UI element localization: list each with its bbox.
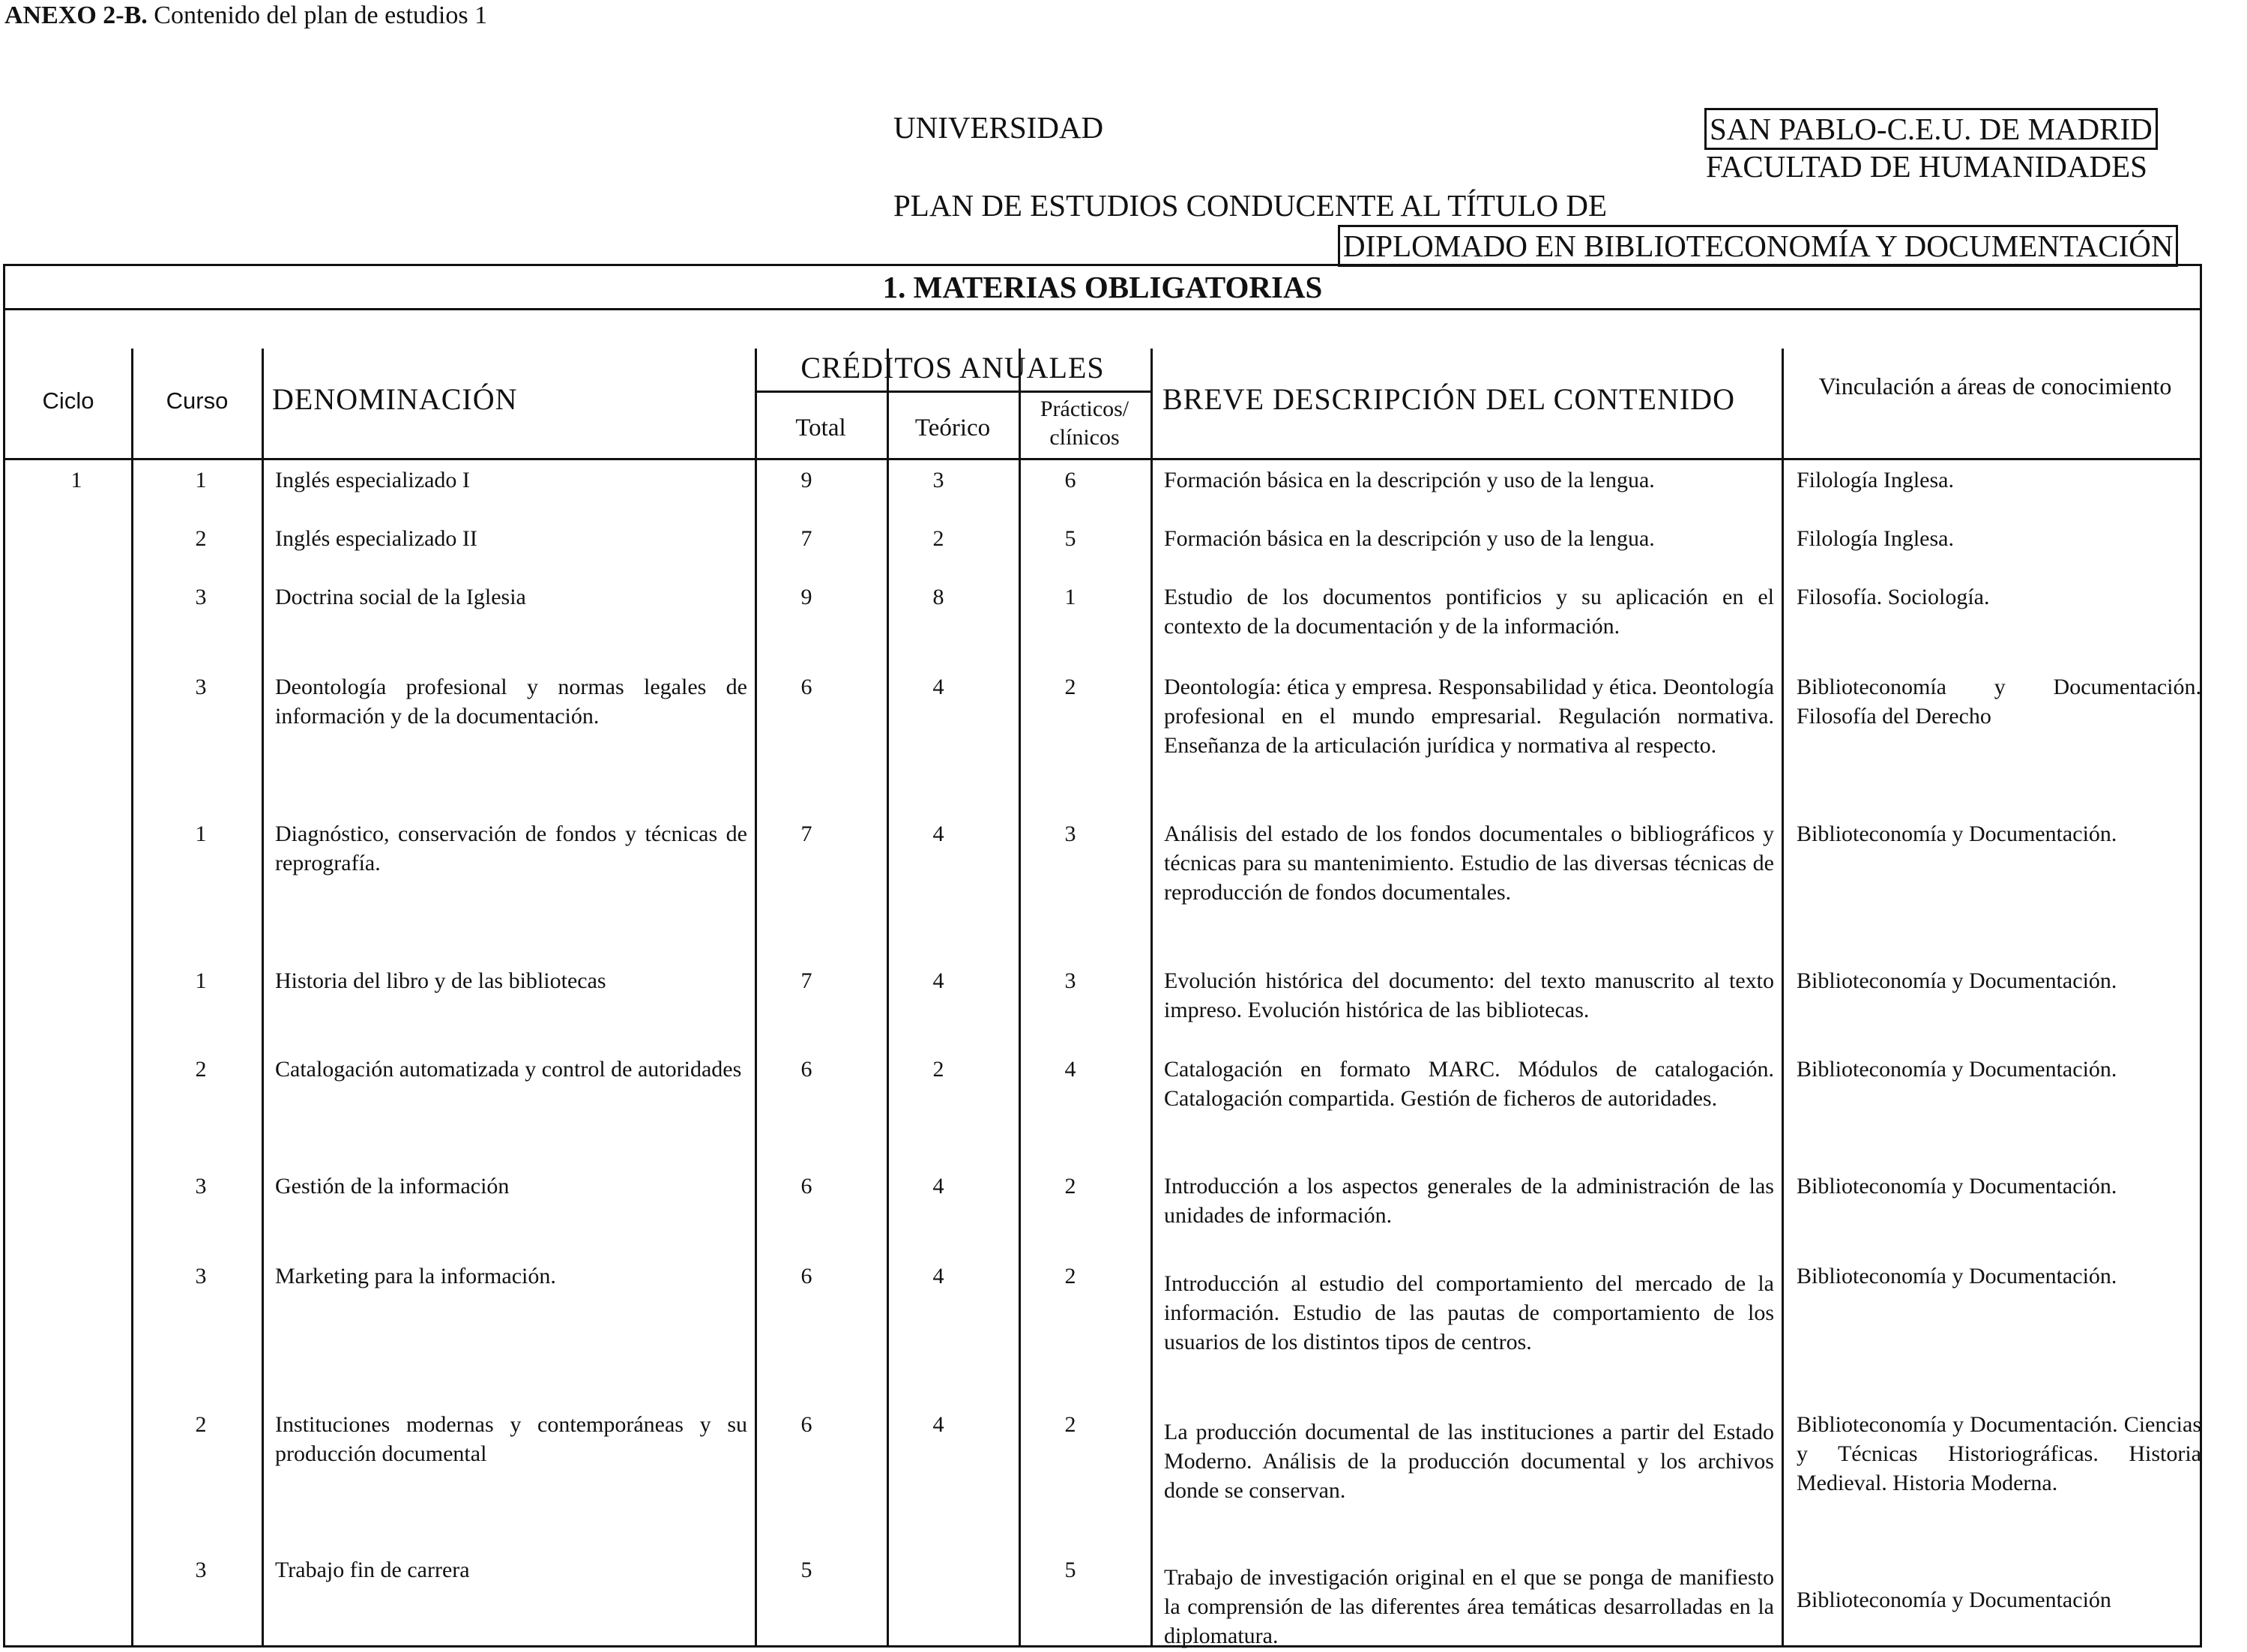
cell-denominacion: Instituciones modernas y contemporáneas y su producción documental — [275, 1412, 747, 1466]
divider — [1782, 349, 1784, 1645]
cell-vinculacion: Biblioteconomía y Documentación. — [1797, 968, 2117, 993]
header-total: Total — [795, 414, 846, 441]
cell-teorico: 3 — [932, 468, 944, 492]
cell-teorico: 4 — [932, 1174, 944, 1199]
header-descripcion: BREVE DESCRIPCIÓN DEL CONTENIDO — [1162, 382, 1735, 416]
cell-descripcion: Trabajo de investigación original en el que se ponga de manifiesto la comprensión de las diferentes área temáticas desarrolladas en la diplomatura. — [1164, 1565, 1774, 1648]
annex-heading — [4, 1, 487, 30]
cell-vinculacion: Biblioteconomía y Documentación — [1797, 1588, 2111, 1612]
cell-descripcion: Deontología: ética y empresa. Responsabilidad y ética. Deontología profesional en el mundo empresarial. Regulación normativa. Enseñanza de la articulación jurídica y normativa al respecto. — [1164, 675, 1774, 758]
header-teorico: Teórico — [914, 414, 991, 441]
cell-vinculacion: Filosofía. Sociología. — [1797, 585, 1990, 609]
university-label: UNIVERSIDAD — [893, 110, 1104, 145]
cell-descripcion: La producción documental de las instituciones a partir del Estado Moderno. Análisis de la producción documental y los archivos donde se conservan. — [1164, 1420, 1774, 1503]
cell-teorico: 4 — [932, 968, 944, 993]
section-title: 1. MATERIAS OBLIGATORIAS — [882, 270, 1323, 304]
cell-total: 9 — [800, 468, 812, 492]
cell-descripcion: Estudio de los documentos pontificios y su aplicación en el contexto de la documentación y de la información. — [1164, 585, 1774, 639]
cell-practicos: 5 — [1064, 1558, 1076, 1582]
divider — [755, 349, 757, 1645]
annex-title: Contenido del plan de estudios 1 — [154, 1, 488, 29]
cell-denominacion: Deontología profesional y normas legales de información y de la documentación. — [275, 675, 747, 729]
section-title-row — [5, 266, 2200, 349]
cell-vinculacion: Biblioteconomía y Documentación. — [1797, 1264, 2117, 1288]
cell-denominacion: Gestión de la información — [275, 1174, 510, 1199]
header-vinculacion: Vinculación a áreas de conocimiento — [1818, 373, 2172, 400]
university-name: SAN PABLO-C.E.U. DE MADRID — [1704, 108, 2158, 150]
cell-practicos: 3 — [1064, 968, 1076, 993]
cell-total: 7 — [800, 822, 812, 846]
header-practicos: Prácticos/ clínicos — [1040, 397, 1129, 450]
header-creditos: CRÉDITOS ANUALES — [800, 351, 1105, 385]
cell-vinculacion: Biblioteconomía y Documentación. Ciencias y Técnicas Historiográficas. Historia Medieval. Historia Moderna. — [1797, 1412, 2201, 1495]
divider — [131, 349, 133, 1645]
cell-vinculacion: Biblioteconomía y Documentación. — [1797, 1174, 2117, 1199]
cell-total: 6 — [800, 1412, 812, 1437]
cell-vinculacion: Filología Inglesa. — [1797, 468, 1954, 492]
divider — [1019, 349, 1021, 1645]
cell-vinculacion: Biblioteconomía y Documentación. — [1797, 822, 2117, 846]
cell-vinculacion: Filología Inglesa. — [1797, 526, 1954, 551]
cell-denominacion: Marketing para la información. — [275, 1264, 556, 1288]
cell-practicos: 1 — [1064, 585, 1076, 609]
cell-descripcion: Formación básica en la descripción y uso de la lengua. — [1164, 468, 1655, 492]
cell-curso: 3 — [195, 675, 207, 699]
cell-teorico: 4 — [932, 822, 944, 846]
cell-denominacion: Catalogación automatizada y control de autoridades — [275, 1057, 742, 1082]
cell-ciclo: 1 — [70, 468, 82, 492]
cell-curso: 3 — [195, 1264, 207, 1288]
header-denominacion: DENOMINACIÓN — [272, 382, 518, 416]
cell-practicos: 3 — [1064, 822, 1076, 846]
cell-denominacion: Diagnóstico, conservación de fondos y técnicas de reprografía. — [275, 822, 747, 875]
cell-curso: 2 — [195, 1057, 207, 1082]
cell-curso: 1 — [195, 822, 207, 846]
cell-teorico: 2 — [932, 1057, 944, 1082]
cell-denominacion: Inglés especializado I — [275, 468, 470, 492]
divider — [5, 308, 2200, 310]
cell-curso: 1 — [195, 968, 207, 993]
cell-denominacion: Doctrina social de la Iglesia — [275, 585, 526, 609]
cell-total: 6 — [800, 1174, 812, 1199]
cell-practicos: 2 — [1064, 1174, 1076, 1199]
divider — [5, 458, 2200, 460]
cell-practicos: 5 — [1064, 526, 1076, 551]
cell-practicos: 2 — [1064, 1264, 1076, 1288]
faculty-name: FACULTAD DE HUMANIDADES — [1706, 149, 2147, 184]
cell-vinculacion: Biblioteconomía y Documentación. Filosofía del Derecho — [1797, 675, 2201, 729]
cell-teorico: 2 — [932, 526, 944, 551]
cell-descripcion: Introducción a los aspectos generales de la administración de las unidades de información. — [1164, 1174, 1774, 1228]
cell-total: 6 — [800, 1057, 812, 1082]
cell-practicos: 4 — [1064, 1057, 1076, 1082]
cell-curso: 2 — [195, 1412, 207, 1437]
header-ciclo: Ciclo — [42, 388, 94, 414]
subjects-table — [3, 264, 2202, 1648]
cell-curso: 3 — [195, 585, 207, 609]
cell-descripcion: Introducción al estudio del comportamiento del mercado de la información. Estudio de las pautas de comportamiento de los usuarios de los distintos tipos de centros. — [1164, 1271, 1774, 1354]
cell-total: 5 — [800, 1558, 812, 1582]
cell-total: 7 — [800, 968, 812, 993]
divider — [262, 349, 264, 1645]
cell-denominacion: Trabajo fin de carrera — [275, 1558, 470, 1582]
cell-descripcion: Formación básica en la descripción y uso de la lengua. — [1164, 526, 1655, 551]
annex-label: ANEXO 2-B. — [4, 1, 148, 29]
cell-teorico: 4 — [932, 675, 944, 699]
header-curso: Curso — [166, 388, 229, 414]
cell-descripcion: Evolución histórica del documento: del texto manuscrito al texto impreso. Evolución histórica de las bibliotecas. — [1164, 968, 1774, 1022]
cell-denominacion: Inglés especializado II — [275, 526, 477, 551]
cell-practicos: 2 — [1064, 1412, 1076, 1437]
cell-teorico: 8 — [932, 585, 944, 609]
cell-total: 7 — [800, 526, 812, 551]
cell-practicos: 2 — [1064, 675, 1076, 699]
cell-practicos: 6 — [1064, 468, 1076, 492]
divider — [887, 349, 889, 1645]
cell-curso: 3 — [195, 1174, 207, 1199]
cell-teorico: 4 — [932, 1412, 944, 1437]
cell-descripcion: Análisis del estado de los fondos documentales o bibliográficos y técnicas para su mantenimiento. Estudio de las diversas técnicas de reproducción de fondos documentales. — [1164, 822, 1774, 905]
cell-total: 6 — [800, 675, 812, 699]
cell-curso: 2 — [195, 526, 207, 551]
cell-vinculacion: Biblioteconomía y Documentación. — [1797, 1057, 2117, 1082]
cell-descripcion: Catalogación en formato MARC. Módulos de catalogación. Catalogación compartida. Gestión de ficheros de autoridades. — [1164, 1057, 1774, 1111]
cell-denominacion: Historia del libro y de las bibliotecas — [275, 968, 606, 993]
cell-curso: 3 — [195, 1558, 207, 1582]
cell-curso: 1 — [195, 468, 207, 492]
cell-teorico: 4 — [932, 1264, 944, 1288]
divider — [755, 391, 1150, 393]
plan-label: PLAN DE ESTUDIOS CONDUCENTE AL TÍTULO DE — [893, 188, 1608, 223]
degree-name: DIPLOMADO EN BIBLIOTECONOMÍA Y DOCUMENTACIÓN — [1338, 225, 2178, 267]
cell-total: 9 — [800, 585, 812, 609]
cell-total: 6 — [800, 1264, 812, 1288]
divider — [1150, 349, 1153, 1645]
